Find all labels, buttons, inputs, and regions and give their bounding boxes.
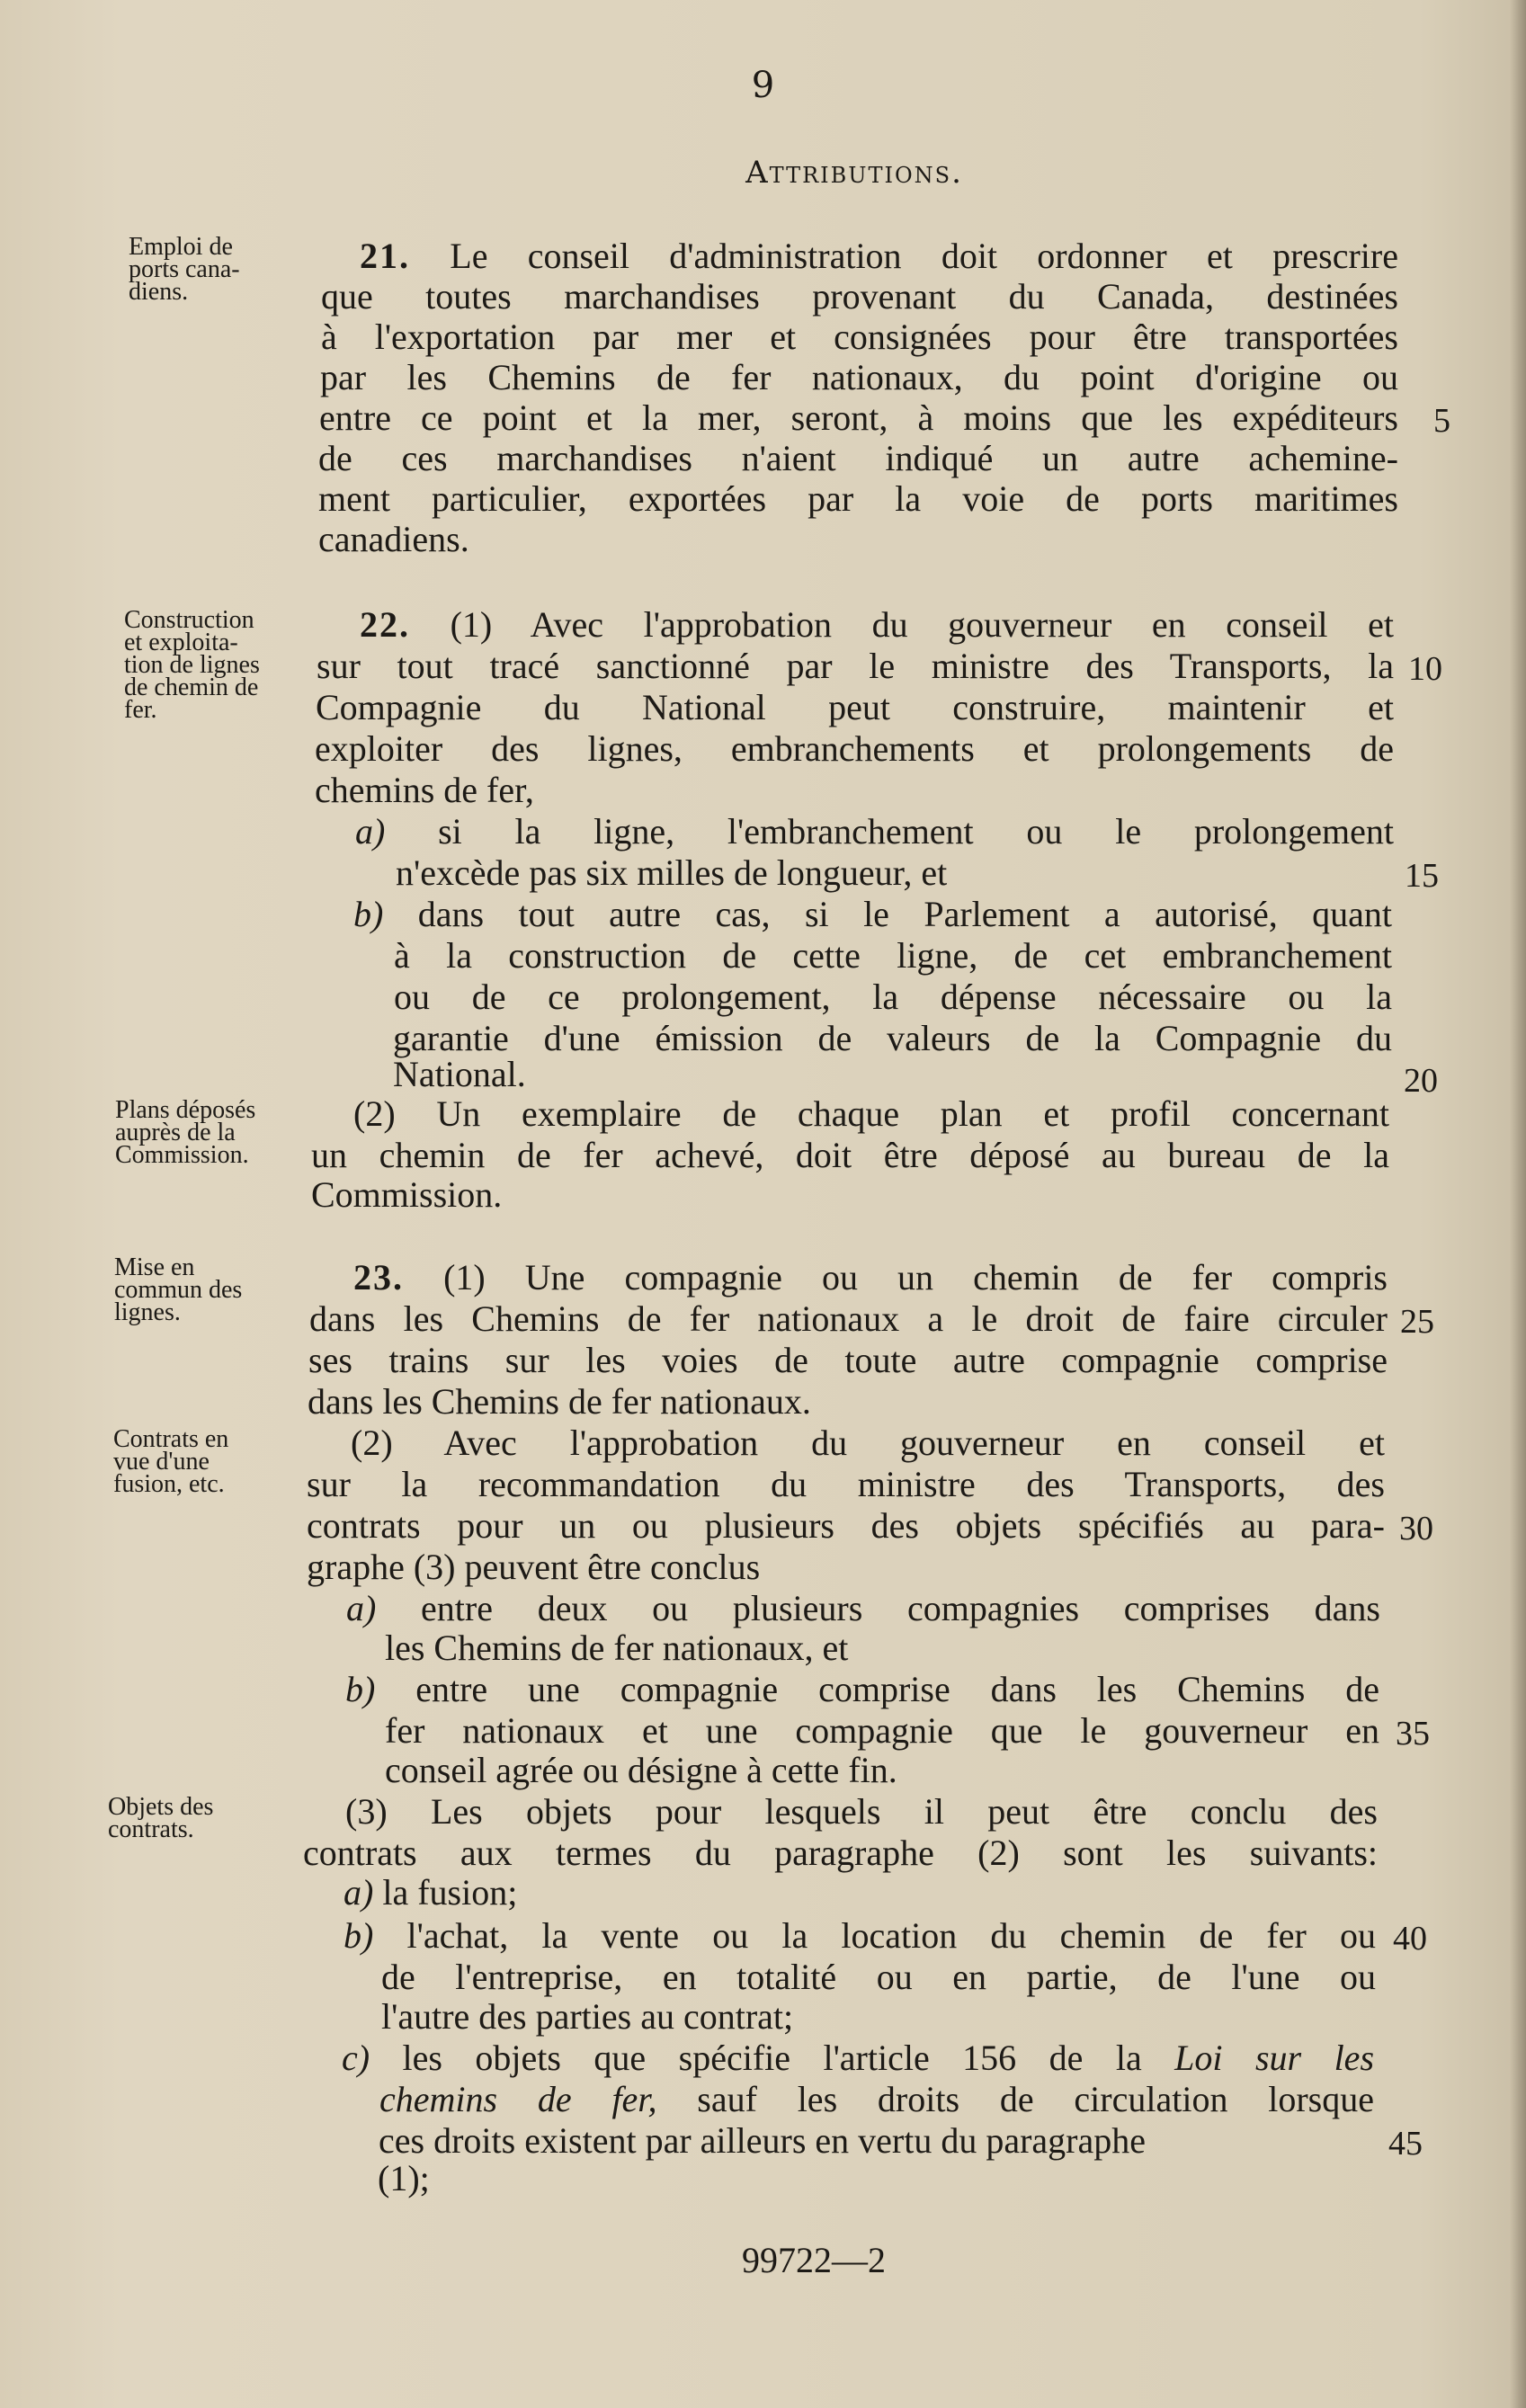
body-line: par les Chemins de fer nationaux, du point d'origine ou — [320, 357, 1398, 397]
body-line: dans les Chemins de fer nationaux. — [308, 1381, 811, 1422]
body-line: 21. Le conseil d'administration doit ordonner et prescrire — [360, 236, 1398, 276]
line-number: 10 — [1408, 650, 1442, 688]
body-line: chemins de fer, sauf les droits de circulation lorsque — [379, 2079, 1375, 2119]
body-line: sur la recommandation du ministre des Transports, des — [307, 1464, 1385, 1504]
body-line: chemins de fer, — [315, 770, 534, 810]
body-line: Compagnie du National peut construire, maintenir et — [316, 687, 1394, 727]
line-number: 35 — [1396, 1715, 1430, 1752]
list-item: b) l'achat, la vente ou la location du chemin de fer ou — [344, 1915, 1376, 1956]
list-item: c) les objets que spécifie l'article 156 de la Loi sur les — [342, 2038, 1375, 2078]
body-line: n'excède pas six milles de longueur, et — [396, 852, 948, 893]
section-number: 23. — [353, 1257, 404, 1298]
body-line: (2) Un exemplaire de chaque plan et profil concernant — [353, 1093, 1389, 1134]
list-item: a) entre deux ou plusieurs compagnies comprises dans — [346, 1588, 1380, 1628]
margin-note-emploi-ports: Emploi de ports cana- diens. — [129, 233, 240, 306]
margin-note-contrats-fusion: Contrats en vue d'une fusion, etc. — [113, 1425, 229, 1498]
body-line: à la construction de cette ligne, de cet embranchement — [394, 935, 1392, 976]
body-line: National. — [393, 1054, 526, 1094]
margin-note-mise-en-commun: Mise en commun des lignes. — [114, 1253, 243, 1326]
list-item: a) si la ligne, l'embranchement ou le prolongement — [355, 811, 1394, 852]
body-line: dans les Chemins de fer nationaux a le droit de faire circuler — [309, 1298, 1388, 1339]
item-label: b) — [345, 1669, 376, 1709]
line-number: 15 — [1405, 857, 1439, 895]
body-line: ment particulier, exportées par la voie de ports maritimes — [318, 478, 1398, 519]
item-label: b) — [344, 1915, 374, 1956]
body-line: ces droits existent par ailleurs en vertu du paragraphe — [379, 2120, 1147, 2161]
margin-note-plans-deposes: Plans déposés auprès de la Commission. — [115, 1096, 256, 1169]
body-line: sur tout tracé sanctionné par le ministre des Transports, la — [317, 646, 1394, 686]
body-line: fer nationaux et une compagnie que le gouverneur en — [385, 1710, 1379, 1751]
body-line: 23. (1) Une compagnie ou un chemin de fer compris — [353, 1257, 1388, 1298]
body-line: de l'entreprise, en totalité ou en partie, de l'une ou — [381, 1957, 1376, 1997]
body-line: canadiens. — [318, 519, 469, 559]
body-line: que toutes marchandises provenant du Canada, destinées — [321, 276, 1398, 317]
body-line: l'autre des parties au contrat; — [381, 1996, 794, 2037]
body-line: conseil agrée ou désigne à cette fin. — [385, 1750, 897, 1790]
margin-note-construction: Construction et exploita- tion de lignes de chemin de fer. — [124, 606, 260, 724]
item-label: a) — [346, 1588, 377, 1628]
line-number: 45 — [1388, 2125, 1423, 2163]
body-line: de ces marchandises n'aient indiqué un autre achemine- — [318, 438, 1398, 478]
body-line: contrats aux termes du paragraphe (2) sont les suivants: — [303, 1833, 1378, 1873]
body-line: Commission. — [311, 1174, 503, 1215]
body-line: graphe (3) peuvent être conclus — [307, 1547, 761, 1587]
list-item: b) entre une compagnie comprise dans les Chemins de — [345, 1669, 1379, 1709]
line-number: 25 — [1400, 1303, 1434, 1341]
margin-note-objets-contrats: Objets des contrats. — [108, 1793, 214, 1843]
body-line: ses trains sur les voies de toute autre compagnie comprise — [308, 1340, 1388, 1380]
page-number: 9 — [751, 65, 775, 106]
line-number: 30 — [1399, 1510, 1433, 1547]
list-item: a) la fusion; — [344, 1872, 518, 1913]
body-line: un chemin de fer achevé, doit être déposé au bureau de la — [311, 1135, 1389, 1175]
body-line: contrats pour un ou plusieurs des objets spécifiés au para- — [307, 1505, 1385, 1546]
body-line: les Chemins de fer nationaux, et — [385, 1628, 849, 1668]
line-number: 20 — [1404, 1062, 1438, 1100]
body-line: 22. (1) Avec l'approbation du gouverneur en conseil et — [360, 604, 1394, 645]
body-line: exploiter des lignes, embranchements et prolongements de — [315, 728, 1394, 769]
print-code-footer: 99722—2 — [742, 2240, 886, 2280]
body-line: entre ce point et la mer, seront, à moins que les expéditeurs — [319, 397, 1398, 438]
line-number: 40 — [1393, 1920, 1427, 1958]
body-line: (3) Les objets pour lesquels il peut être conclu des — [345, 1791, 1378, 1832]
item-label: a) — [344, 1872, 374, 1913]
item-label: c) — [342, 2038, 370, 2078]
body-line: (2) Avec l'approbation du gouverneur en conseil et — [351, 1423, 1385, 1463]
section-heading: Attributions. — [745, 155, 963, 191]
item-label: b) — [353, 894, 384, 934]
section-number: 21. — [360, 236, 410, 276]
list-item: b) dans tout autre cas, si le Parlement a autorisé, quant — [353, 894, 1392, 934]
line-number: 5 — [1433, 402, 1450, 440]
page-edge-shadow — [1510, 0, 1526, 2408]
body-line: garantie d'une émission de valeurs de la Compagnie du — [393, 1018, 1392, 1058]
body-line: ou de ce prolongement, la dépense nécessaire ou la — [394, 977, 1392, 1017]
item-label: a) — [355, 811, 386, 852]
section-number: 22. — [360, 604, 410, 645]
body-line: (1); — [378, 2158, 430, 2198]
body-line: à l'exportation par mer et consignées pour être transportées — [321, 317, 1398, 357]
